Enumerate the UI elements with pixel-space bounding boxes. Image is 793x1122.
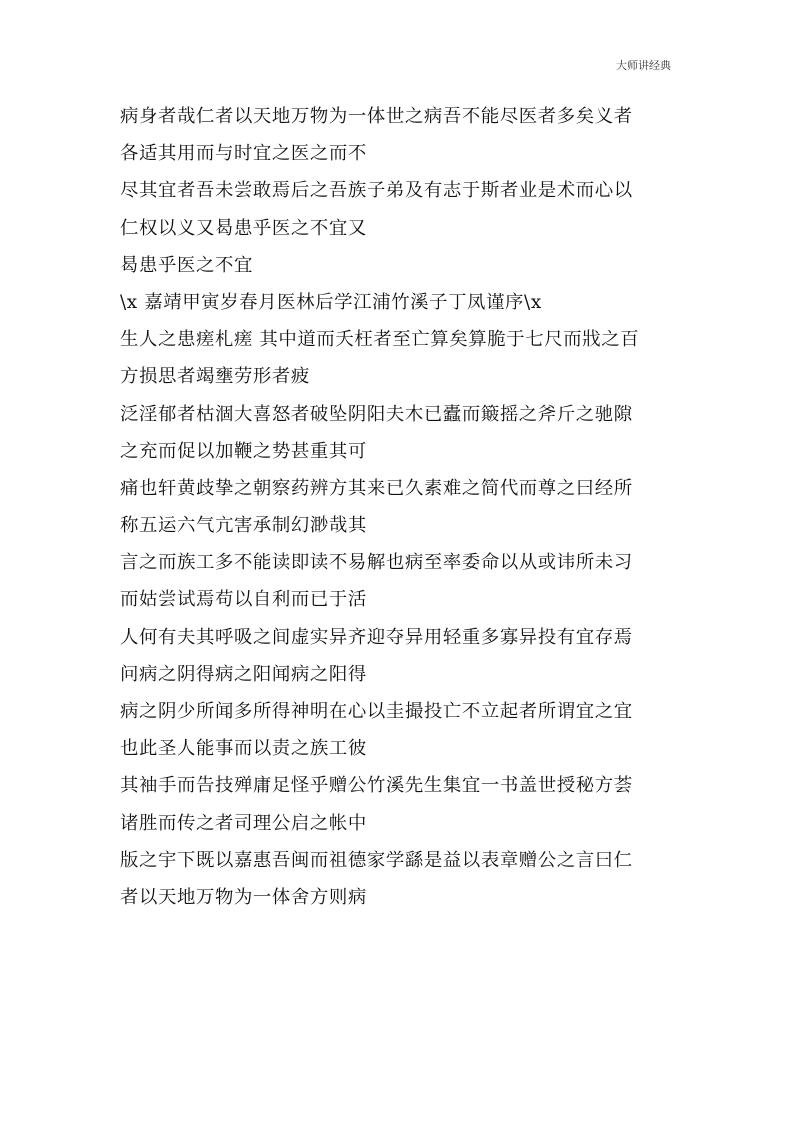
text-line: 称五运六气亢害承制幻渺哉其 bbox=[120, 515, 367, 537]
text-line: 而姑尝试焉苟以自利而已于活 bbox=[120, 589, 367, 611]
text-line: 仁权以义又曷患乎医之不宜又 bbox=[120, 217, 367, 239]
text-line: 病之阴少所闻多所得神明在心以圭撮投亡不立起者所谓宜之宜 bbox=[120, 701, 633, 722]
text-line: 也此圣人能事而以责之族工彼 bbox=[120, 738, 367, 760]
text-line: 各适其用而与时宜之医之而不 bbox=[120, 143, 367, 165]
text-line: 尽其宜者吾未尝敢焉后之吾族子弟及有志于斯者业是术而心以 bbox=[120, 180, 633, 202]
text-line: 曷患乎医之不宜 bbox=[120, 254, 253, 276]
text-line: 其袖手而告技殚庸足怪乎赠公竹溪先生集宜一书盖世授秘方荟 bbox=[120, 775, 633, 797]
page-header: 大师讲经典 bbox=[616, 59, 671, 72]
text-line: 者以天地万物为一体舍方则病 bbox=[120, 886, 367, 908]
text-line: \x 嘉靖甲寅岁春月医林后学江浦竹溪子丁凤谨序\x bbox=[120, 291, 542, 313]
text-line: 泛淫郁者枯涸大喜怒者破坠阴阳夫木已蠹而簸摇之斧斤之驰隙 bbox=[120, 403, 633, 425]
text-line: 病身者哉仁者以天地万物为一体世之病吾不能尽医者多矣义者 bbox=[120, 106, 633, 127]
text-line: 问病之阴得病之阳闻病之阳得 bbox=[120, 663, 367, 685]
text-line: 之充而促以加鞭之势甚重其可 bbox=[120, 440, 367, 462]
text-line: 人何有夫其呼吸之间虚实异齐迎夺异用轻重多寡异投有宜存焉 bbox=[120, 626, 633, 648]
text-line: 方损思者竭壅劳形者疲 bbox=[120, 366, 310, 388]
text-line: 生人之患瘥札瘥 其中道而夭枉者至亡算矣算脆于七尺而戕之百 bbox=[120, 329, 640, 351]
text-line: 版之宇下既以嘉惠吾闽而祖德家学繇是益以表章赠公之言曰仁 bbox=[120, 849, 633, 871]
text-line: 诸胜而传之者司理公启之帐中 bbox=[120, 812, 367, 834]
text-line: 痛也轩黄歧挚之朝察药辨方其来已久素难之简代而尊之曰经所 bbox=[120, 477, 633, 499]
document-body bbox=[120, 98, 680, 916]
text-line: 言之而族工多不能读即读不易解也病至率委命以从或讳所未习 bbox=[120, 552, 633, 574]
